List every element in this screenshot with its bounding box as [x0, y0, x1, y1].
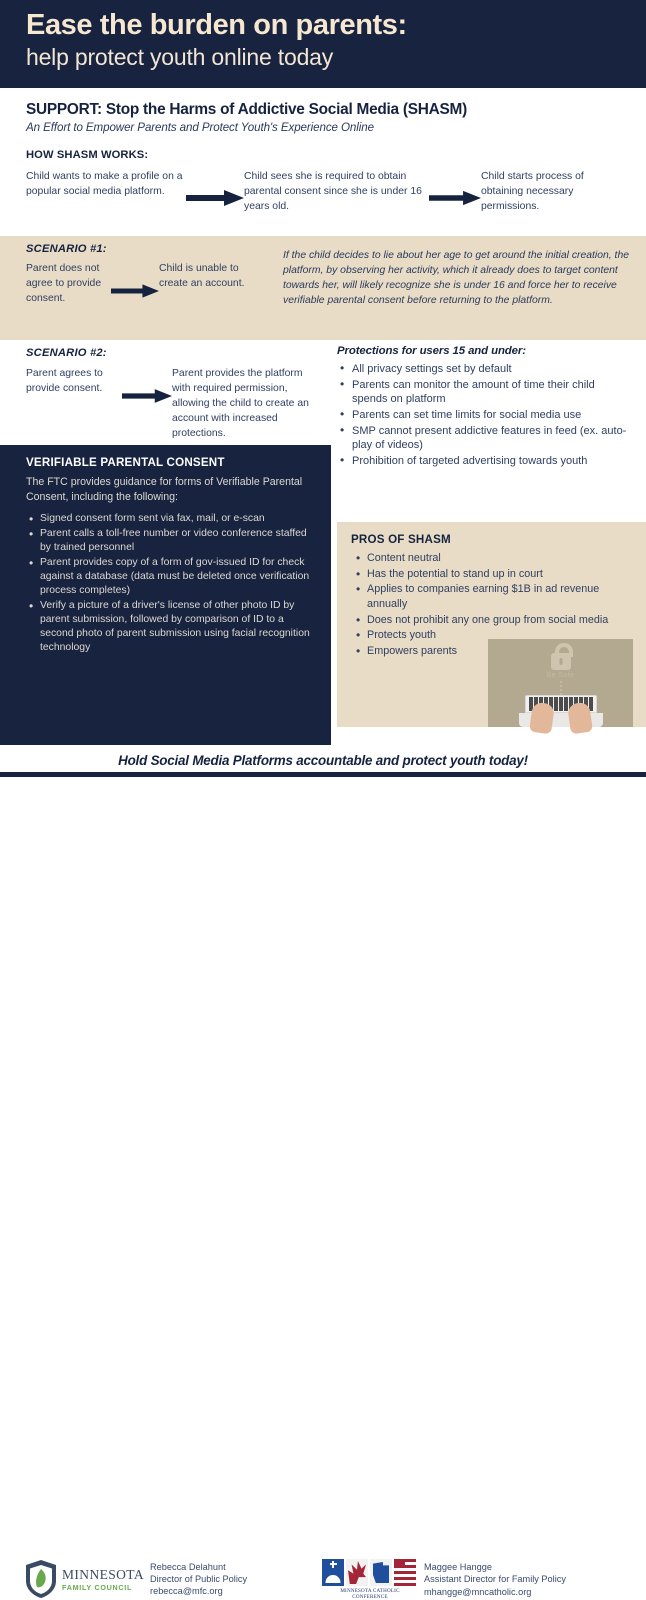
header-banner — [0, 0, 646, 88]
support-subtitle: An Effort to Empower Parents and Protect Youth's Experience Online — [26, 121, 374, 134]
verifiable-parental-consent-section — [0, 445, 331, 745]
protections-list — [337, 362, 633, 468]
how-it-works-flow — [26, 170, 626, 226]
capitol-dome-icon — [322, 1559, 344, 1586]
us-flag-icon — [394, 1559, 416, 1586]
list-item: • Empowers parents — [351, 644, 636, 659]
left-hand — [529, 702, 555, 735]
flow-arrow-2 — [429, 170, 481, 226]
arrow-right-icon — [186, 189, 244, 207]
mfc-shield-leaf-icon — [24, 1559, 58, 1599]
contact-email[interactable]: mhangge@mncatholic.org — [424, 1586, 532, 1597]
scenario-2-left-text: Parent agrees to provide consent. — [26, 368, 103, 394]
list-item: • Has the potential to stand up in court — [351, 567, 636, 582]
arrow-right-icon — [111, 283, 159, 299]
scenario-1-left-text: Parent does not agree to provide consent. — [26, 263, 102, 304]
call-to-action: Hold Social Media Platforms accountable and protect youth today! — [118, 752, 528, 768]
list-item: • Protects youth — [351, 628, 636, 643]
dotted-line-decoration — [560, 681, 562, 695]
page-title: Ease the burden on parents: — [26, 9, 407, 41]
page-subtitle: help protect youth online today — [26, 44, 334, 71]
list-item: • Does not prohibit any one group from social media — [351, 613, 636, 628]
mfc-wordmark-line2: FAMILY COUNCIL — [62, 1582, 133, 1592]
protections-title: Protections for users 15 and under: — [337, 345, 526, 357]
dome-icon — [326, 1575, 341, 1583]
scenario-2-arrow — [122, 367, 172, 425]
scenario-1-arrow — [111, 262, 159, 320]
laptop-be-safe-photo — [488, 639, 633, 727]
vpc-title: VERIFIABLE PARENTAL CONSENT — [26, 456, 225, 469]
flow-step-2: Child sees she is required to obtain parental consent since she is under 16 years old. — [244, 171, 422, 212]
arrow-right-icon — [429, 189, 481, 207]
org-minnesota-family-council — [24, 1559, 247, 1599]
flow-step-1: Child wants to make a profile on a popular social media platform. — [26, 171, 183, 197]
palm-branch-icon — [346, 1559, 368, 1586]
vpc-intro: The FTC provides guidance for forms of Verifiable Parental Consent, including the following: — [26, 476, 303, 504]
flow-arrow-1 — [186, 170, 244, 226]
scenario-1-band — [0, 236, 646, 340]
mcc-logo-tiles — [322, 1559, 418, 1586]
mfc-contact — [150, 1561, 247, 1598]
contact-role: Assistant Director for Family Policy — [424, 1574, 566, 1585]
mcc-contact — [424, 1561, 566, 1598]
list-item: • Applies to companies earning $1B in ad revenue annually — [351, 582, 636, 611]
vpc-list — [26, 512, 315, 654]
palm-shape — [348, 1561, 366, 1584]
contact-name: Rebecca Delahunt — [150, 1561, 226, 1572]
list-item: • SMP cannot present addictive features in feed (ex. auto-play of videos) — [337, 424, 633, 453]
flag-canton — [394, 1559, 405, 1568]
scenario-2-flow — [26, 367, 326, 442]
flow-step-3: Child starts process of obtaining necessary permissions. — [481, 171, 584, 212]
support-block — [26, 101, 626, 134]
photo-caption: Be Safe — [546, 672, 575, 679]
footer — [0, 777, 646, 1600]
pros-section — [337, 522, 646, 727]
support-title: SUPPORT: Stop the Harms of Addictive Social Media (SHASM) — [26, 101, 467, 118]
right-hand — [567, 702, 593, 735]
mfc-wordmark-line1: MINNESOTA — [62, 1566, 145, 1582]
list-item: • All privacy settings set by default — [337, 362, 633, 377]
list-item: • Parents can set time limits for social media use — [337, 408, 633, 423]
mcc-logo-caption: MINNESOTA CATHOLIC CONFERENCE — [340, 1588, 400, 1600]
list-item: • Prohibition of targeted advertising towards youth — [337, 454, 633, 469]
minnesota-shape — [373, 1562, 389, 1583]
list-item: • Verify a picture of a driver's license of other photo ID by parent submission, followed by comparison of ID to a second photo of parent submission using facial recognition technology — [26, 599, 315, 655]
minnesota-state-icon — [370, 1559, 392, 1586]
scenario-2-block — [26, 347, 326, 442]
scenario-1-note: If the child decides to lie about her age to get around the initial creation, the platform, by observing her activity, which it already does to target content towards her, will likely recognize she is under 16 and force her to receive verifiable parental consent before returning to the platform. — [283, 250, 630, 306]
mcc-logo — [322, 1559, 418, 1600]
protections-section — [337, 345, 633, 469]
scenario-1-right-text: Child is unable to create an account. — [159, 263, 245, 289]
list-item: • Signed consent form sent via fax, mail, or e-scan — [26, 512, 315, 526]
pros-title: PROS OF SHASM — [351, 533, 451, 546]
list-item: • Parent provides copy of a form of gov-issued ID for check against a database (data must be deleted once verification process completes) — [26, 556, 315, 598]
contact-role: Director of Public Policy — [150, 1573, 248, 1584]
scenario-2-right-text: Parent provides the platform with required permission, allowing the child to create an account with increased protections. — [172, 368, 309, 439]
contact-name: Maggee Hangge — [424, 1562, 492, 1573]
list-item: • Parent calls a toll-free number or video conference staffed by trained personnel — [26, 527, 315, 555]
org-minnesota-catholic-conference — [322, 1559, 566, 1600]
scenario-1-label: SCENARIO #1: — [26, 243, 107, 255]
padlock-keyhole-icon — [559, 658, 562, 665]
list-item: • Parents can monitor the amount of time their child spends on platform — [337, 378, 633, 407]
scenario-2-label: SCENARIO #2: — [26, 347, 107, 359]
how-it-works-section — [26, 149, 626, 226]
mfc-wordmark — [62, 1567, 144, 1592]
contact-email[interactable]: rebecca@mfc.org — [150, 1586, 223, 1597]
arrow-right-icon — [122, 388, 172, 404]
how-it-works-heading: HOW SHASM WORKS: — [26, 149, 149, 161]
list-item: • Content neutral — [351, 551, 636, 566]
cross-icon — [332, 1561, 334, 1568]
